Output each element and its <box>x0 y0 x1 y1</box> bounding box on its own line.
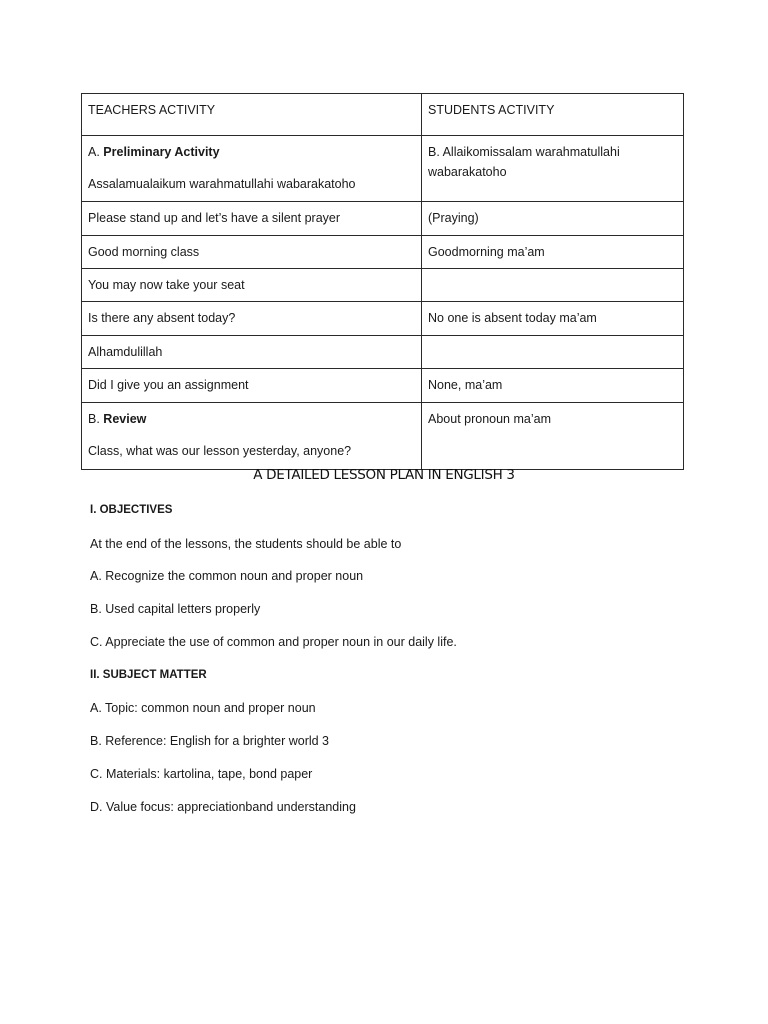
student-cell <box>422 136 684 202</box>
section-prefix: B. <box>88 412 104 426</box>
teacher-cell: Did I give you an assignment <box>82 369 422 403</box>
table-row <box>82 336 684 369</box>
student-cell: About pronoun ma’am <box>422 403 684 470</box>
teacher-cell: You may now take your seat <box>82 269 422 302</box>
subject-matter-item: C. Materials: kartolina, tape, bond paper <box>90 767 313 781</box>
teacher-line: Class, what was our lesson yesterday, anyone? <box>88 444 352 458</box>
table-row <box>82 369 684 403</box>
table-row <box>82 136 684 202</box>
header-teachers-activity <box>82 94 422 136</box>
student-cell <box>422 269 684 302</box>
objective-item: C. Appreciate the use of common and proper noun in our daily life. <box>90 635 457 649</box>
section-heading: Review <box>103 412 147 426</box>
teacher-line: Assalamualaikum warahmatullahi wabarakatoho <box>88 177 356 191</box>
section-prefix: A. <box>88 145 104 159</box>
header-teacher-label: TEACHERS ACTIVITY <box>88 103 216 117</box>
teacher-cell: Is there any absent today? <box>82 302 422 336</box>
table-row <box>82 269 684 302</box>
document-title: A DETAILED LESSON PLAN IN ENGLISH 3 <box>253 467 515 483</box>
table-row <box>82 403 684 470</box>
objective-item: B. Used capital letters properly <box>90 602 261 616</box>
objectives-intro: At the end of the lessons, the students should be able to <box>90 537 402 551</box>
section-heading: Preliminary Activity <box>103 145 220 159</box>
teacher-cell: Good morning class <box>82 236 422 269</box>
student-cell: No one is absent today ma’am <box>422 302 684 336</box>
teacher-cell: Alhamdulillah <box>82 336 422 369</box>
student-cell <box>422 336 684 369</box>
subject-matter-item: B. Reference: English for a brighter world 3 <box>90 734 330 748</box>
student-line: wabarakatoho <box>428 165 507 179</box>
subject-matter-item: D. Value focus: appreciationband understanding <box>90 800 356 814</box>
table-row <box>82 302 684 336</box>
student-cell: (Praying) <box>422 202 684 236</box>
activity-table <box>81 93 684 470</box>
teacher-line <box>88 142 415 162</box>
table-row <box>82 202 684 236</box>
subject-matter-heading: II. SUBJECT MATTER <box>90 669 207 681</box>
teacher-cell: Please stand up and let’s have a silent prayer <box>82 202 422 236</box>
objectives-heading: I. OBJECTIVES <box>90 504 173 516</box>
teacher-cell <box>82 403 422 470</box>
teacher-line <box>88 409 415 429</box>
table-header-row <box>82 94 684 136</box>
header-students-activity <box>422 94 684 136</box>
header-student-label: STUDENTS ACTIVITY <box>428 103 555 117</box>
objective-item: A. Recognize the common noun and proper noun <box>90 569 364 583</box>
table-row <box>82 236 684 269</box>
student-cell: Goodmorning ma’am <box>422 236 684 269</box>
student-cell: None, ma’am <box>422 369 684 403</box>
subject-matter-item: A. Topic: common noun and proper noun <box>90 701 316 715</box>
teacher-cell <box>82 136 422 202</box>
student-line: B. Allaikomissalam warahmatullahi <box>428 145 620 159</box>
